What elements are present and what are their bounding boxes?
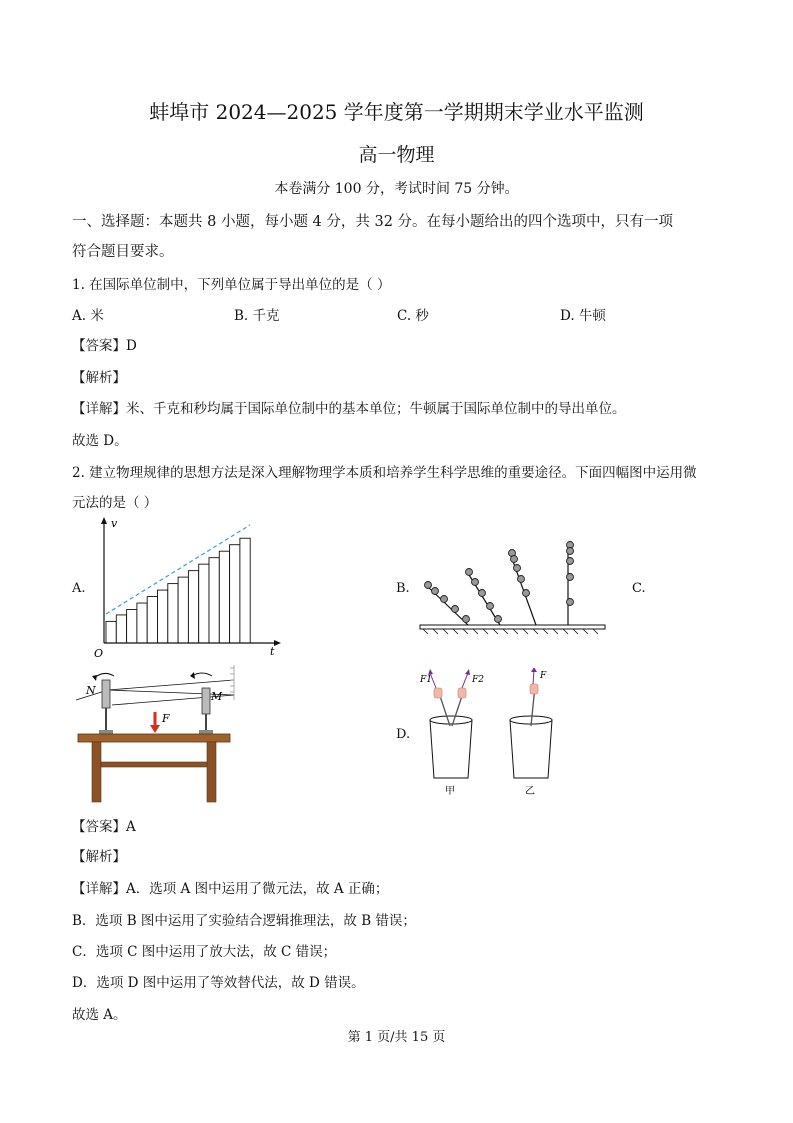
q1-option-c: C. 秒	[397, 308, 429, 324]
fig-a-bar	[147, 597, 157, 643]
fig-a-v-label: v	[111, 517, 118, 530]
fig-a-origin-label: O	[94, 647, 104, 660]
fig-a-label: A.	[72, 581, 86, 596]
q2-detail-d: D．选项 D 图中运用了等效替代法，故 D 错误。	[72, 975, 365, 991]
fig-a-bar	[188, 571, 198, 643]
fig-d-cups	[420, 668, 570, 800]
fig-a-bar	[209, 558, 219, 643]
fig-a-bar	[219, 551, 229, 643]
q2-analysis-tag: 【解析】	[72, 849, 126, 865]
fig-c-f-label: F	[162, 712, 170, 725]
fig-a-bar	[178, 577, 188, 643]
fig-d-f2-label: F2	[472, 675, 484, 685]
fig-a-bar	[127, 610, 137, 643]
q1-analysis-tag: 【解析】	[72, 370, 126, 386]
question-2-stem-cont: 元法的是（ ）	[72, 495, 158, 511]
q2-detail-b: B．选项 B 图中运用了实验结合逻辑推理法，故 B 错误；	[72, 913, 416, 929]
exam-title: 蚌埠市 2024—2025 学年度第一学期期末学业水平监测	[149, 100, 644, 124]
q2-detail-a: 【详解】A．选项 A 图中运用了微元法，故 A 正确；	[72, 881, 389, 897]
q2-detail-c: C．选项 C 图中运用了放大法，故 C 错误；	[72, 944, 337, 960]
q1-option-a: A. 米	[72, 308, 104, 324]
q1-detail: 【详解】米、千克和秒均属于国际单位制中的基本单位；牛顿属于国际单位制中的导出单位。	[72, 401, 626, 417]
q1-option-d: D. 牛顿	[560, 308, 606, 324]
fig-a-bar	[137, 603, 147, 643]
fig-a-bar	[230, 545, 240, 643]
fig-d-jia-label: 甲	[445, 786, 455, 797]
q2-conclusion: 故选 A。	[72, 1007, 127, 1023]
q2-answer: 【答案】A	[72, 819, 136, 835]
fig-d-label: D.	[396, 727, 411, 742]
q1-option-b: B. 千克	[234, 308, 280, 324]
section-heading: 一、选择题：本题共 8 小题，每小题 4 分，共 32 分。在每小题给出的四个选项中，只有一项	[72, 214, 674, 230]
fig-c-m-label: M	[211, 690, 223, 703]
fig-a-bar	[199, 564, 209, 643]
fig-a-bar	[168, 584, 178, 643]
fig-d-yi-label: 乙	[525, 786, 535, 797]
section-heading-cont: 符合题目要求。	[72, 244, 174, 260]
question-2-stem: 2. 建立物理规律的思想方法是深入理解物理学本质和培养学生科学思维的重要途径。下面四幅图中运用微	[72, 465, 697, 481]
fig-a-bars	[106, 538, 250, 643]
page-footer: 第 1 页/共 15 页	[347, 1030, 446, 1045]
fig-c-mirror-table	[72, 660, 242, 805]
fig-a-step-chart	[92, 515, 282, 660]
fig-d-f-label: F	[540, 671, 547, 681]
exam-subtitle: 高一物理	[358, 144, 435, 166]
fig-a-bar	[106, 621, 116, 643]
fig-a-t-label: t	[270, 645, 275, 658]
fig-b-inclined-planes	[418, 535, 608, 635]
fig-c-label: C.	[632, 581, 646, 596]
fig-a-bar	[240, 538, 250, 643]
fig-a-bar	[158, 590, 168, 643]
fig-a-bar	[116, 615, 126, 643]
exam-note: 本卷满分 100 分，考试时间 75 分钟。	[274, 181, 519, 197]
q1-conclusion: 故选 D。	[72, 433, 128, 449]
q1-answer: 【答案】D	[72, 338, 137, 354]
fig-c-n-label: N	[86, 684, 96, 697]
fig-d-f1-label: F1	[420, 675, 432, 685]
question-1-stem: 1. 在国际单位制中，下列单位属于导出单位的是（ ）	[72, 277, 391, 293]
fig-b-label: B.	[396, 581, 410, 596]
